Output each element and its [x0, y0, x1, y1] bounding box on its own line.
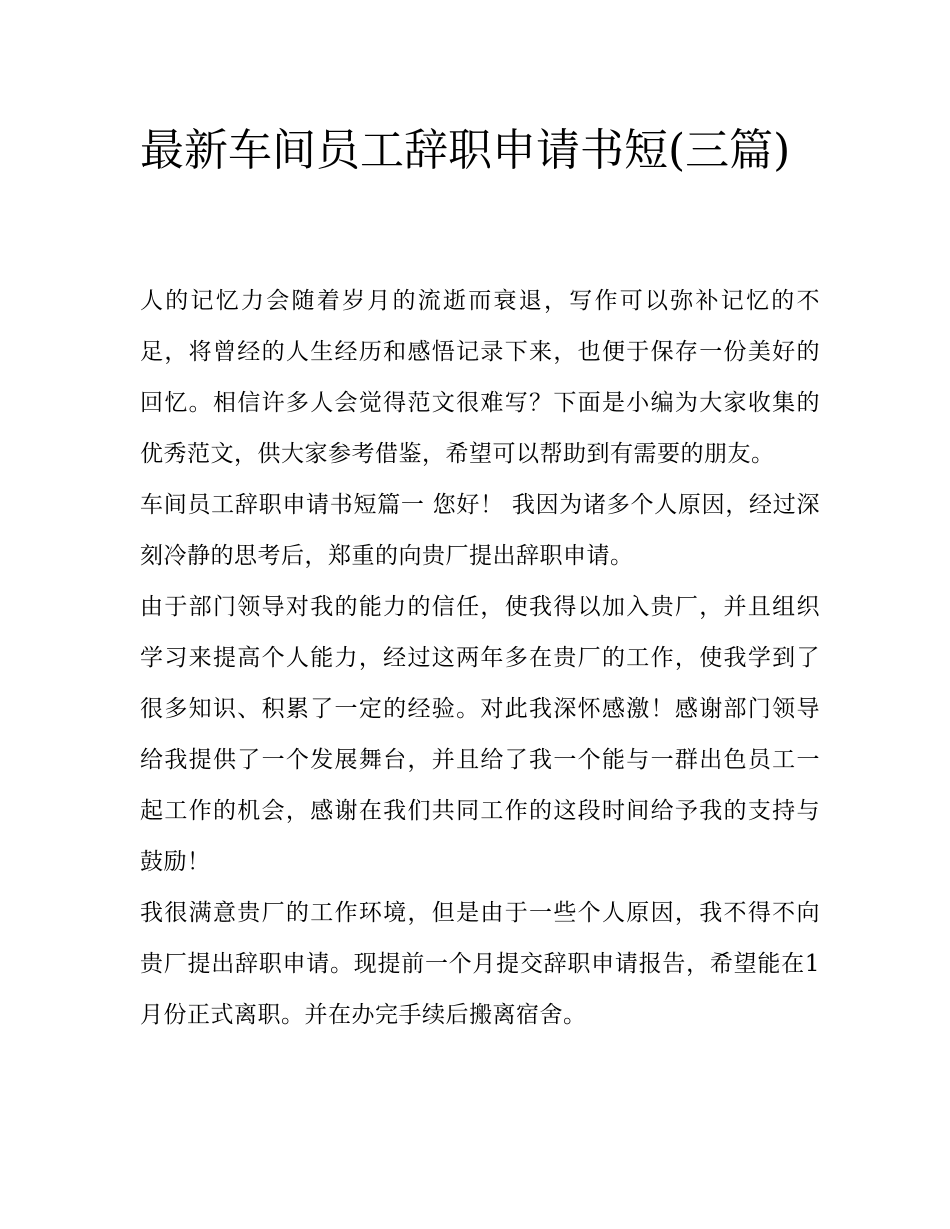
paragraph-intro: 人的记忆力会随着岁月的流逝而衰退，写作可以弥补记忆的不足，将曾经的人生经历和感悟记录下来，也便于保存一份美好的回忆。相信许多人会觉得范文很难写？下面是小编为大家收集的优秀范文，供大家参考借鉴，希望可以帮助到有需要的朋友。 [140, 288, 820, 467]
paragraph-resignation: 我很满意贵厂的工作环境，但是由于一些个人原因，我不得不向贵厂提出辞职申请。现提前一个月提交辞职申请报告，希望能在1月份正式离职。并在办完手续后搬离宿舍。 [140, 900, 820, 1028]
document-title: 最新车间员工辞职申请书短(三篇) [140, 125, 791, 176]
document-body [140, 276, 820, 1041]
paragraph-gratitude: 由于部门领导对我的能力的信任，使我得以加入贵厂，并且组织学习来提高个人能力，经过这两年多在贵厂的工作，使我学到了很多知识、积累了一定的经验。对此我深怀感激！感谢部门领导给我提供了一个发展舞台，并且给了我一个能与一群出色员工一起工作的机会，感谢在我们共同工作的这段时间给予我的支持与鼓励！ [140, 594, 820, 875]
paragraph-greeting: 车间员工辞职申请书短篇一 您好！ 我因为诸多个人原因，经过深刻冷静的思考后，郑重的向贵厂提出辞职申请。 [140, 492, 820, 569]
